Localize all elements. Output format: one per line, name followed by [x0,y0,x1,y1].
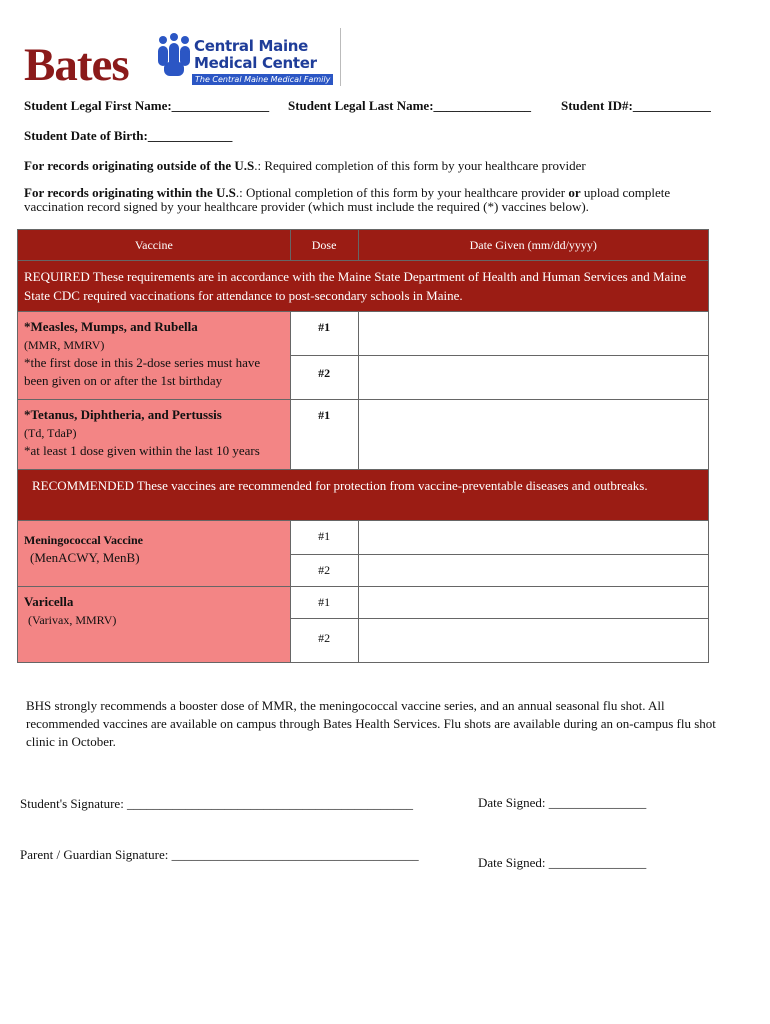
recommended-section-banner: RECOMMENDED These vaccines are recommended for protection from vaccine-preventable diseases and outbreaks. [18,470,709,521]
student-signature-field[interactable]: Student's Signature: ____________________________________________ [20,796,414,811]
dose-label: #1 [290,400,358,470]
vaccine-table [17,229,709,663]
mmr-dose2-date-input[interactable] [358,356,708,400]
mmr-dose1-date-input[interactable] [358,312,708,356]
vaccine-meningococcal: Meningococcal Vaccine (MenACWY, MenB) [18,521,291,587]
dose-label: #1 [290,521,358,555]
parent-signature-field[interactable]: Parent / Guardian Signature: ______________________________________ [20,847,419,862]
required-section-banner: REQUIRED These requirements are in accordance with the Maine State Department of Health and Human Services and Maine State CDC required vaccinations for attendance to post-secondary schools in Maine. [18,261,709,312]
header-date-given: Date Given (mm/dd/yyyy) [358,230,708,261]
header-dose: Dose [290,230,358,261]
vaccine-varicella: Varicella (Varivax, MMRV) [18,587,291,663]
bhs-recommendation-note: BHS strongly recommends a booster dose of MMR, the meningococcal vaccine series, and an annual seasonal flu shot. All recommended vaccines are available on campus through Bates Health Services. Flu shots are available during an on-campus flu shot clinic in October. [26,698,716,749]
varicella-dose1-date-input[interactable] [358,587,708,619]
dose-label: #1 [290,312,358,356]
bates-logo: Bates [24,39,129,91]
instruction-within-us: For records originating within the U.S.: Optional completion of this form by your healthcare provider or upload complete vaccination record signed by your healthcare provider (which must include the required (*) vaccines below). [24,185,671,214]
vaccine-tdap: *Tetanus, Diphtheria, and Pertussis (Td, TdaP) *at least 1 dose given within the last 10 years [18,400,291,470]
mening-dose2-date-input[interactable] [358,555,708,587]
tdap-dose1-date-input[interactable] [358,400,708,470]
cmmc-name: Central Maine Medical Center [194,37,317,72]
cmmc-logo [154,28,341,86]
table-header-row [18,230,709,261]
dob-field[interactable]: Student Date of Birth:_____________ [24,128,233,143]
first-name-field[interactable]: Student Legal First Name:_______________ [24,98,270,113]
mening-dose1-date-input[interactable] [358,521,708,555]
header-vaccine: Vaccine [18,230,291,261]
student-id-field[interactable]: Student ID#:____________ [561,98,711,113]
dose-label: #1 [290,587,358,619]
dose-label: #2 [290,555,358,587]
parent-date-signed-field[interactable]: Date Signed: _______________ [478,855,647,870]
dose-label: #2 [290,356,358,400]
varicella-dose2-date-input[interactable] [358,619,708,663]
people-icon [154,32,196,80]
student-date-signed-field[interactable]: Date Signed: _______________ [478,795,647,810]
vaccine-mmr: *Measles, Mumps, and Rubella (MMR, MMRV) *the first dose in this 2-dose series must have been given on or after the 1st birthday [18,312,291,400]
instruction-outside-us: For records originating outside of the U.S.: Required completion of this form by your healthcare provider [24,158,586,173]
dose-label: #2 [290,619,358,663]
last-name-field[interactable]: Student Legal Last Name:_______________ [288,98,532,113]
cmmc-tagline: The Central Maine Medical Family [192,74,333,85]
